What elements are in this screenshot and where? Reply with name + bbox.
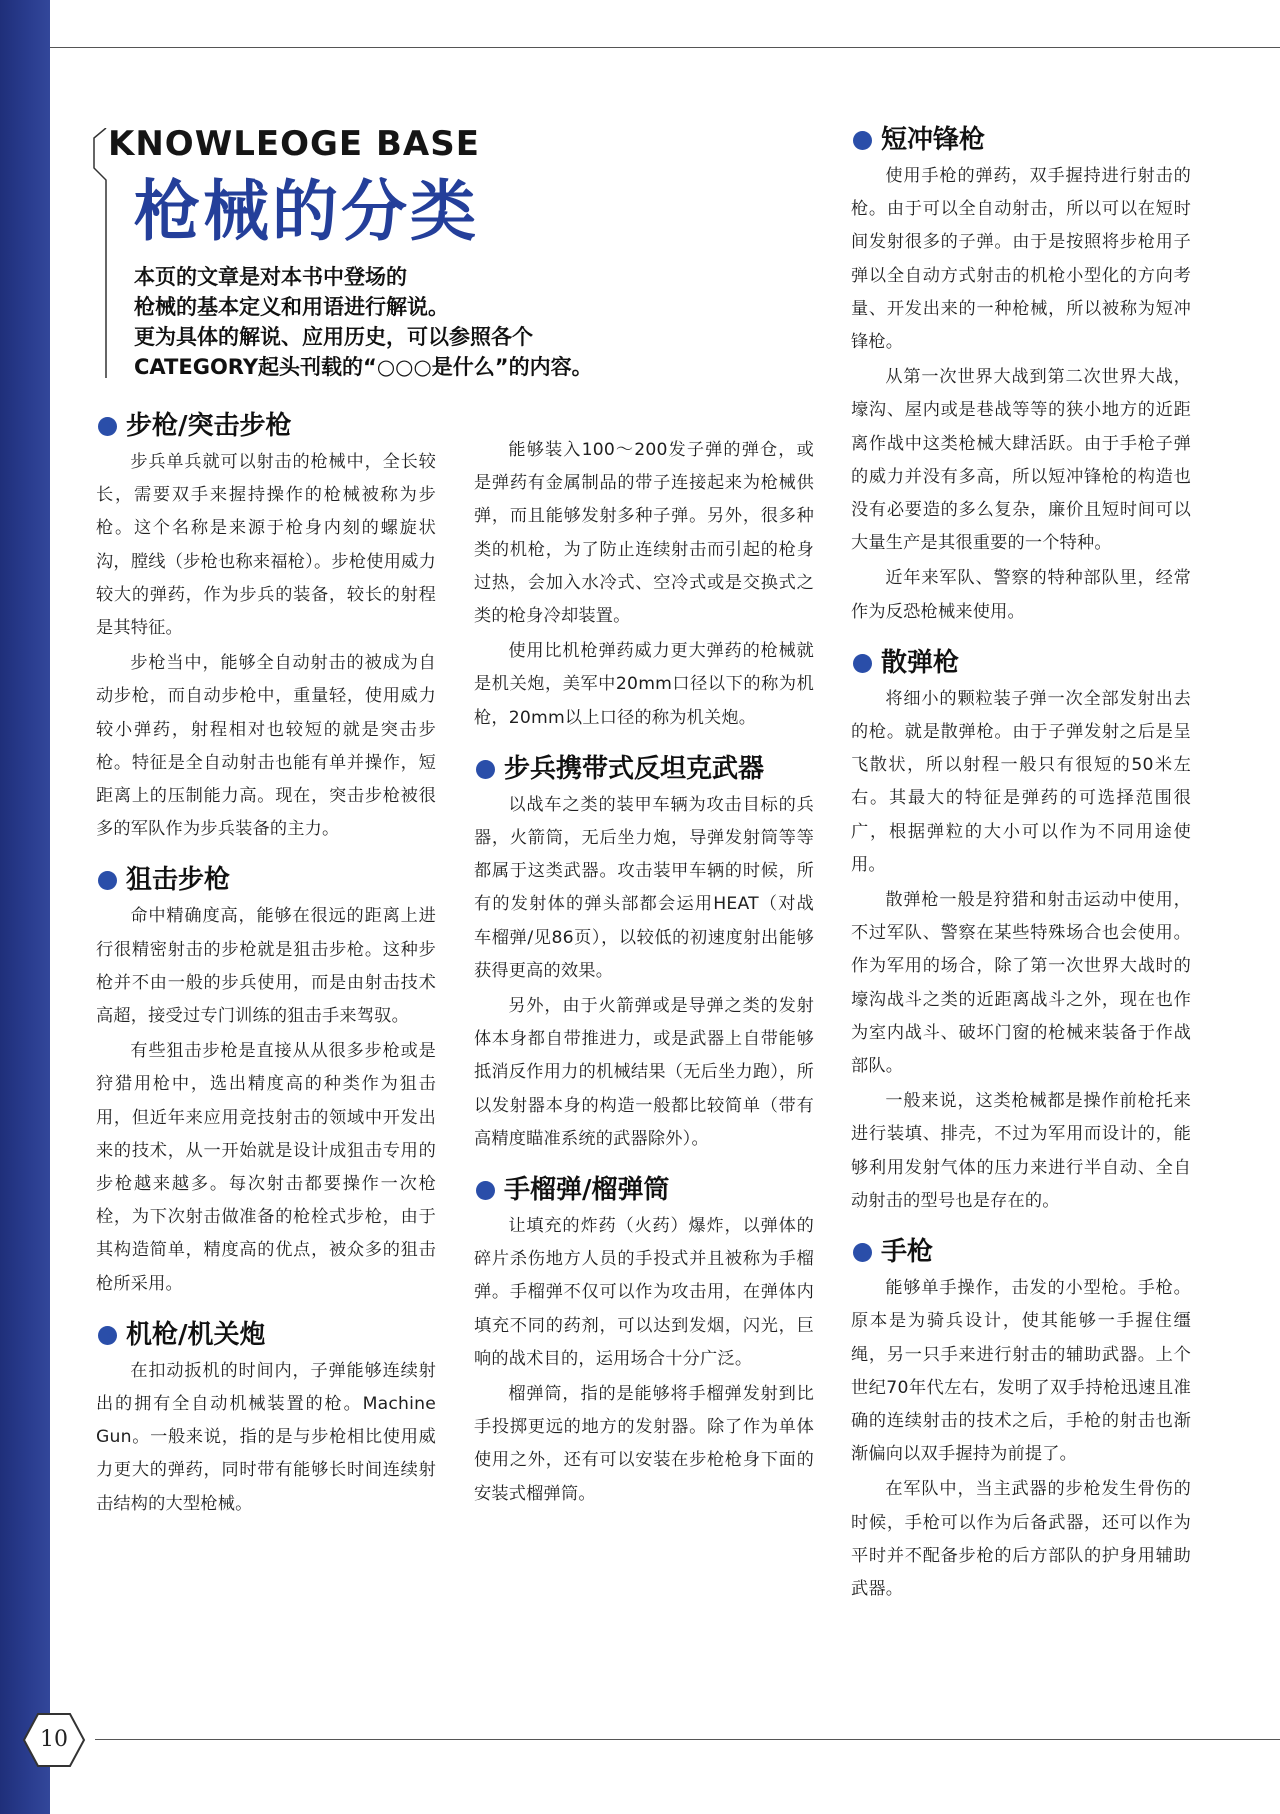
intro-line: 本页的文章是对本书中登场的 [134, 265, 407, 289]
paragraph: 能够装入100～200发子弹的弹仓，或是弹药有金属制品的带子连接起来为枪械供弹，而且能够发射多种子弹。另外，很多种类的机枪，为了防止连续射击而引起的枪身过热，会加入水冷式、空冷式或是交换式之类的枪身冷却装置。 [474, 440, 814, 627]
paragraph: 一般来说，这类枪械都是操作前枪托来进行装填、排壳，不过为军用而设计的，能够利用发射气体的压力来进行半自动、全自动射击的型号也是存在的。 [851, 1091, 1191, 1211]
bullet-icon [98, 417, 117, 436]
paragraph: 使用比机枪弹药威力更大弹药的枪械就是机关炮，美军中20mm口径以下的称为机枪，20mm以上口径的称为机关炮。 [474, 641, 814, 728]
section-smg [851, 120, 1191, 629]
page-title: 枪械的分类 [134, 173, 479, 250]
paragraph: 在扣动扳机的时间内，子弹能够连续射出的拥有全自动机械装置的枪。Machine Gun。一般来说，指的是与步枪相比使用威力更大的弹药，同时带有能够长时间连续射击结构的大型枪械。 [96, 1360, 436, 1514]
paragraph: 能够单手操作，击发的小型枪。手枪。原本是为骑兵设计，使其能够一手握住缰绳，另一只手来进行射击的辅助武器。上个世纪70年代左右，发明了双手持枪迅速且准确的连续射击的技术之后，手枪的射击也渐渐偏向以双手握持为前提了。 [851, 1278, 1191, 1465]
paragraph: 榴弹筒，指的是能够将手榴弹发射到比手投掷更远的地方的发射器。除了作为单体使用之外，还有可以安装在步枪枪身下面的安装式榴弹筒。 [474, 1384, 814, 1504]
bullet-icon [476, 760, 495, 779]
section-title [851, 643, 1191, 683]
section-title [96, 860, 436, 900]
section-title [96, 1315, 436, 1355]
bottom-rule [95, 1739, 1280, 1740]
bullet-icon [98, 1326, 117, 1345]
section-machine-gun [96, 1315, 436, 1521]
bullet-icon [98, 871, 117, 890]
paragraph: 命中精确度高，能够在很远的距离上进行很精密射击的步枪就是狙击步枪。这种步枪并不由一般的步兵使用，而是由射击技术高超，接受过专门训练的狙击手来驾驭。 [96, 906, 436, 1027]
intro-line: 枪械的基本定义和用语进行解说。 [134, 295, 449, 319]
section-grenade [474, 1170, 814, 1511]
paragraph: 步枪当中，能够全自动射击的被成为自动步枪，而自动步枪中，重量轻，使用威力较小弹药，射程相对也较短的就是突击步枪。特征是全自动射击也能有单并操作，短距离上的压制能力高。现在，突击步枪被很多的军队作为步兵装备的主力。 [96, 653, 436, 840]
paragraph: 从第一次世界大战到第二次世界大战，壕沟、屋内或是巷战等等的狭小地方的近距离作战中这类枪械大肆活跃。由于手枪子弹的威力并没有多高，所以短冲锋枪的构造也没有必要造的多么复杂，廉价且短时间可以大量生产是其很重要的一个特种。 [851, 367, 1191, 554]
paragraph: 散弹枪一般是狩猎和射击运动中使用，不过军队、警察在某些特殊场合也会使用。作为军用的场合，除了第一次世界大战时的壕沟战斗之类的近距离战斗之外，现在也作为室内战斗、破坏门窗的枪械来装备于作战部队。 [851, 890, 1191, 1077]
paragraph: 以战车之类的装甲车辆为攻击目标的兵器，火箭筒，无后坐力炮，导弹发射筒等等都属于这类武器。攻击装甲车辆的时候，所有的发射体的弹头部都会运用HEAT（对战车榴弹/见86页），以较低的初速度射出能够获得更高的效果。 [474, 794, 814, 981]
section-title [474, 749, 814, 789]
column-middle [474, 434, 814, 1513]
section-anti-tank [474, 749, 814, 1156]
bullet-icon [853, 131, 872, 150]
section-pistol [851, 1232, 1191, 1606]
section-title [851, 1232, 1191, 1272]
section-title-text: 散弹枪 [881, 647, 960, 678]
intro-text [134, 262, 734, 382]
section-title-text: 步兵携带式反坦克武器 [504, 753, 765, 784]
paragraph: 使用手枪的弹药，双手握持进行射击的枪。由于可以全自动射击，所以可以在短时间发射很多的子弹。由于是按照将步枪用子弹以全自动方式射击的机枪小型化的方向考量、开发出来的一种枪械，所以被称为短冲锋枪。 [851, 166, 1191, 353]
column-left [96, 406, 436, 1523]
paragraph: 有些狙击步枪是直接从从很多步枪或是狩猎用枪中，选出精度高的种类作为狙击用，但近年来应用竞技射击的领域中开发出来的技术，从一开始就是设计成狙击专用的步枪越来越多。每次射击都要操作一次枪栓，为下次射击做准备的枪栓式步枪，由于其构造简单，精度高的优点，被众多的狙击枪所采用。 [96, 1041, 436, 1294]
section-sniper [96, 860, 436, 1300]
section-title [96, 406, 436, 446]
bullet-icon [853, 1243, 872, 1262]
paragraph: 在军队中，当主武器的步枪发生骨伤的时候，手枪可以作为后备武器，还可以作为平时并不配备步枪的后方部队的护身用辅助武器。 [851, 1479, 1191, 1599]
column-right [851, 120, 1191, 1608]
section-shotgun [851, 643, 1191, 1218]
section-title [851, 120, 1191, 160]
section-title-text: 狙击步枪 [126, 865, 231, 896]
paragraph: 让填充的炸药（火药）爆炸，以弹体的碎片杀伤地方人员的手投式并且被称为手榴弹。手榴弹不仅可以作为攻击用，在弹体内填充不同的药剂，可以达到发烟，闪光，巨响的战术目的，运用场合十分广泛。 [474, 1216, 814, 1369]
page-number-badge [22, 1712, 86, 1768]
section-rifle [96, 406, 436, 846]
paragraph: 另外，由于火箭弹或是导弹之类的发射体本身都自带推进力，或是武器上自带能够抵消反作用力的机械结果（无后坐力跑），所以发射器本身的构造一般都比较简单（带有高精度瞄准系统的武器除外）。 [474, 996, 814, 1149]
kb-title: KNOWLEOGE BASE [108, 124, 480, 164]
bullet-icon [476, 1181, 495, 1200]
top-rule [50, 47, 1280, 48]
section-title-text: 机枪/机关炮 [126, 1319, 266, 1350]
bullet-icon [853, 654, 872, 673]
blue-spine-band [0, 0, 50, 1814]
section-title-text: 短冲锋枪 [881, 125, 986, 155]
section-title-text: 手榴弹/榴弹筒 [504, 1175, 670, 1206]
paragraph: 将细小的颗粒装子弹一次全部发射出去的枪。就是散弹枪。由于子弹发射之后是呈飞散状，所以射程一般只有很短的50米左右。其最大的特征是弹药的可选择范围很广，根据弹粒的大小可以作为不同用途使用。 [851, 688, 1191, 875]
intro-line: CATEGORY起头刊载的“○○○是什么”的内容。 [134, 355, 593, 379]
section-title-text: 手枪 [881, 1237, 934, 1268]
paragraph: 步兵单兵就可以射击的枪械中，全长较长，需要双手来握持操作的枪械被称为步枪。这个名称是来源于枪身内刻的螺旋状沟，膛线（步枪也称来福枪）。步枪使用威力较大的弹药，作为步兵的装备，较长的射程是其特征。 [96, 452, 436, 639]
page-number: 10 [40, 1727, 68, 1752]
intro-line: 更为具体的解说、应用历史，可以参照各个 [134, 325, 533, 349]
section-title-text: 步枪/突击步枪 [126, 411, 292, 441]
header-bracket [92, 128, 112, 378]
section-title [474, 1170, 814, 1210]
paragraph: 近年来军队、警察的特种部队里，经常作为反恐枪械来使用。 [851, 568, 1191, 622]
